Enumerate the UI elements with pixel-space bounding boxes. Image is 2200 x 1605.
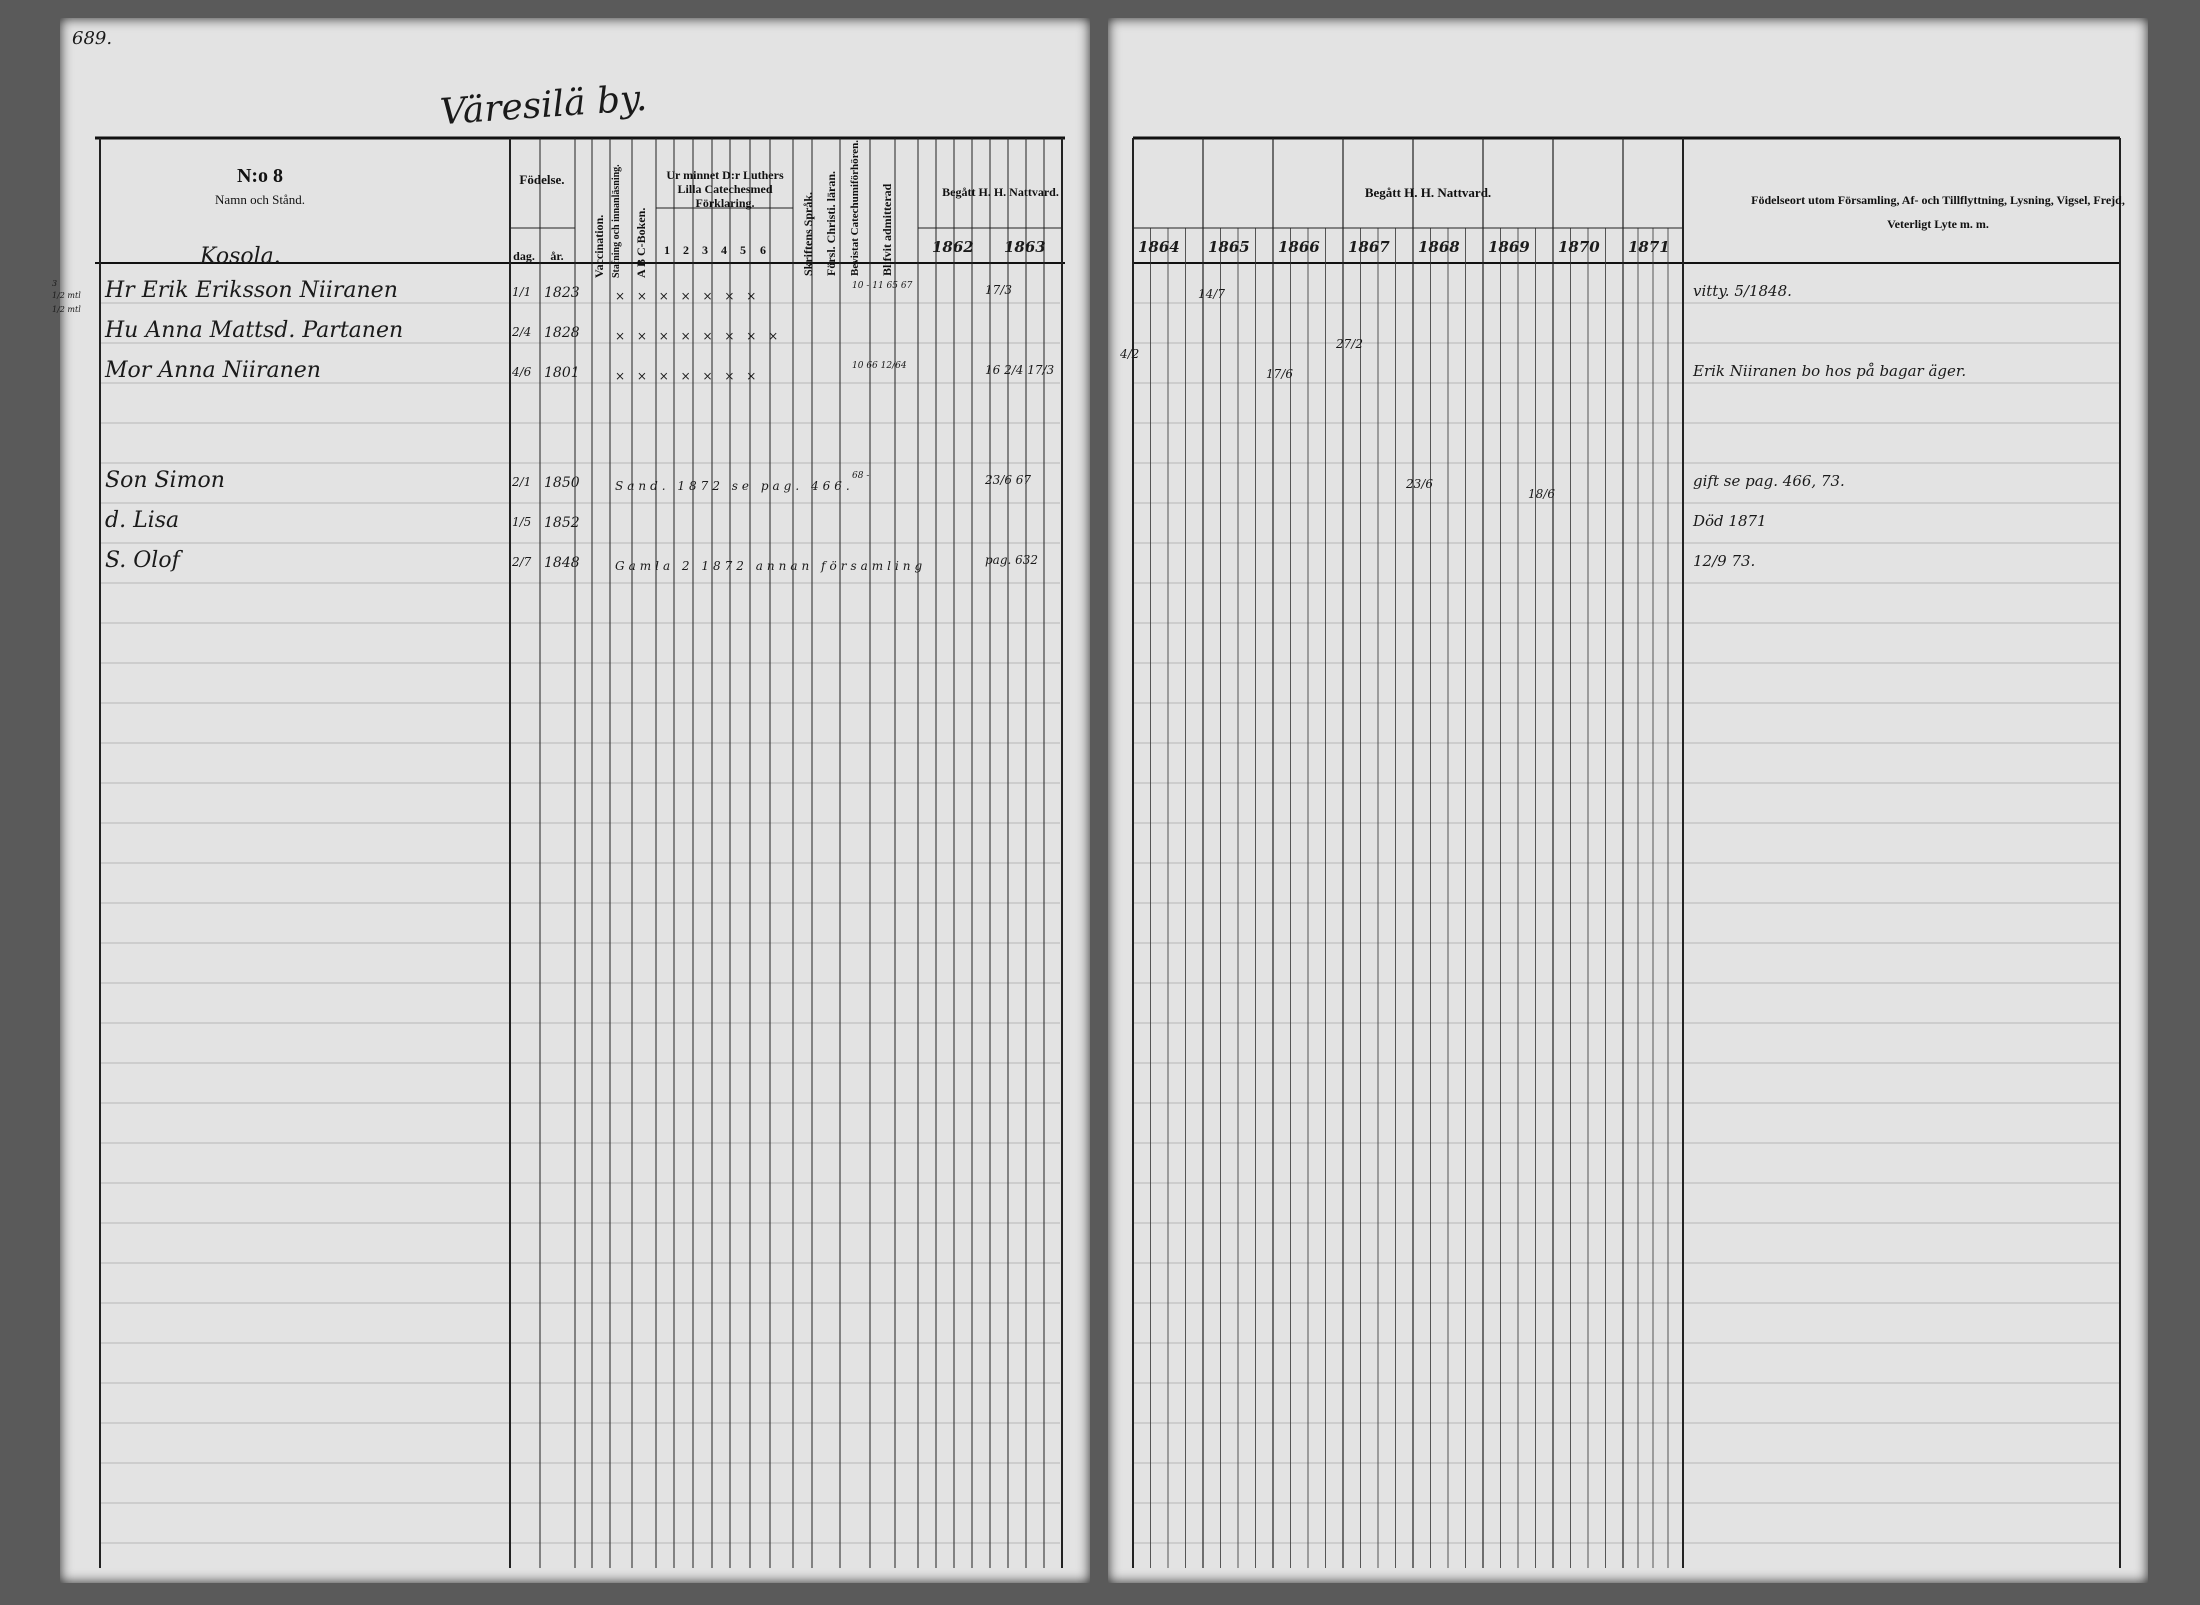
birth-year: 1852 xyxy=(544,515,580,531)
margin-note-1: 3 xyxy=(52,279,58,288)
birth-year: 1823 xyxy=(544,285,580,301)
communion-header-right: Begått H. H. Nattvard. xyxy=(1364,185,1492,200)
birth-day: 2/4 xyxy=(512,325,532,339)
notes-header: Födelseort utom Församling, Af- och Tillflyttning, Lysning, Vigsel, Frejd, Veterligt Lyte m. m. xyxy=(1751,193,2125,231)
birth-year: 1848 xyxy=(544,555,580,571)
person-name: Mor Anna Niiranen xyxy=(105,358,321,383)
admitted-header: Blifvit admitterad xyxy=(880,183,894,276)
communion-date-mark: 4/2 xyxy=(1120,347,1140,361)
birth-day: 1/1 xyxy=(512,285,532,299)
communion-date-mark: 27/2 xyxy=(1336,337,1363,351)
communion-mark: 23/6 67 xyxy=(985,473,1032,487)
row-note: Död 1871 xyxy=(1693,512,1767,530)
person-name: S. Olof xyxy=(105,548,180,573)
row-note: vitty. 5/1848. xyxy=(1693,282,1792,300)
abc-header: A B C-Boken. xyxy=(634,207,648,278)
birth-year: 1828 xyxy=(544,325,580,341)
knowledge-marks: × × × × × × × × xyxy=(615,329,783,343)
birth-year: 1801 xyxy=(544,365,580,381)
birth-header: Födelse. xyxy=(519,172,565,187)
village-heading: Väresilä by. xyxy=(438,77,649,134)
communion-mark: 16 2/4 17/3 xyxy=(985,363,1055,377)
birth-day: 1/5 xyxy=(512,515,532,529)
communion-date-mark: 18/6 xyxy=(1528,487,1555,501)
catechism-col-number: 6 xyxy=(760,243,766,257)
row-note: gift se pag. 466, 73. xyxy=(1693,472,1845,490)
communion-year: 1864 xyxy=(1138,238,1180,256)
farm-name: Kosola. xyxy=(200,244,281,269)
communion-mark: pag. 632 xyxy=(985,553,1039,567)
birth-day: 2/1 xyxy=(512,475,532,489)
knowledge-marks: × × × × × × × xyxy=(615,369,761,383)
person-name: Hu Anna Mattsd. Partanen xyxy=(105,318,404,343)
scripture-header: Skriftens Språk. xyxy=(801,191,815,276)
catechism-header: Ur minnet D:r Luthers Lilla Catechesmed Förklaring. xyxy=(666,168,784,210)
catechumen-mark: 68 - xyxy=(852,471,870,481)
row-note: 12/9 73. xyxy=(1693,552,1756,570)
reading-header: Stafning och innanläsning. xyxy=(611,164,622,278)
day-header: dag. xyxy=(513,249,535,263)
communion-year: 1871 xyxy=(1628,238,1670,256)
catechism-col-number: 1 xyxy=(664,243,670,257)
communion-year: 1865 xyxy=(1208,238,1250,256)
communion-date-mark: 14/7 xyxy=(1198,287,1225,301)
catechism-col-number: 2 xyxy=(683,243,689,257)
knowledge-marks: × × × × × × × xyxy=(615,289,761,303)
knowledge-marks: Gamla 2 1872 annan församling xyxy=(615,559,927,573)
communion-year: 1869 xyxy=(1488,238,1530,256)
catechumen-mark: 10 - 11 65 67 xyxy=(852,281,913,291)
year-header: år. xyxy=(550,249,564,263)
year-1862: 1862 xyxy=(932,238,974,256)
communion-date-mark: 17/6 xyxy=(1266,367,1293,381)
name-label: Namn och Stånd. xyxy=(215,192,305,207)
catechumen-header: Bevistat Catechumiförhören. xyxy=(849,139,861,276)
vaccination-header: Vaccination. xyxy=(592,214,606,278)
margin-note-3: 1/2 mtl xyxy=(52,305,81,314)
communion-mark: 17/3 xyxy=(985,283,1012,297)
person-name: d. Lisa xyxy=(105,508,180,533)
communion-year: 1866 xyxy=(1278,238,1320,256)
communion-date-mark: 23/6 xyxy=(1406,477,1433,491)
birth-day: 2/7 xyxy=(512,555,532,569)
person-name: Son Simon xyxy=(105,468,225,493)
year-1863: 1863 xyxy=(1004,238,1046,256)
left-page xyxy=(52,18,1090,1583)
catechumen-mark: 10 66 12/64 xyxy=(852,361,907,371)
household-number: N:o 8 xyxy=(236,165,284,187)
person-name: Hr Erik Eriksson Niiranen xyxy=(105,278,398,303)
birth-year: 1850 xyxy=(544,475,580,491)
knowledge-marks: Sand. 1872 se pag. 466. xyxy=(615,479,854,493)
catechism-col-number: 3 xyxy=(702,243,708,257)
communion-header-left: Begått H. H. Nattvard. xyxy=(942,185,1059,199)
communion-year: 1870 xyxy=(1558,238,1600,256)
catechism-col-number: 5 xyxy=(740,243,746,257)
row-note: Erik Niiranen bo hos på bagar äger. xyxy=(1693,362,1967,380)
birth-day: 4/6 xyxy=(512,365,532,379)
right-page xyxy=(1108,18,2148,1583)
communion-year: 1868 xyxy=(1418,238,1460,256)
margin-note-2: 1/2 mtl xyxy=(52,291,81,300)
catechism-col-number: 4 xyxy=(721,243,727,257)
page-number: 689. xyxy=(72,28,113,49)
christian-header: Försl. Christi. läran. xyxy=(824,171,838,276)
communion-year: 1867 xyxy=(1348,238,1390,256)
